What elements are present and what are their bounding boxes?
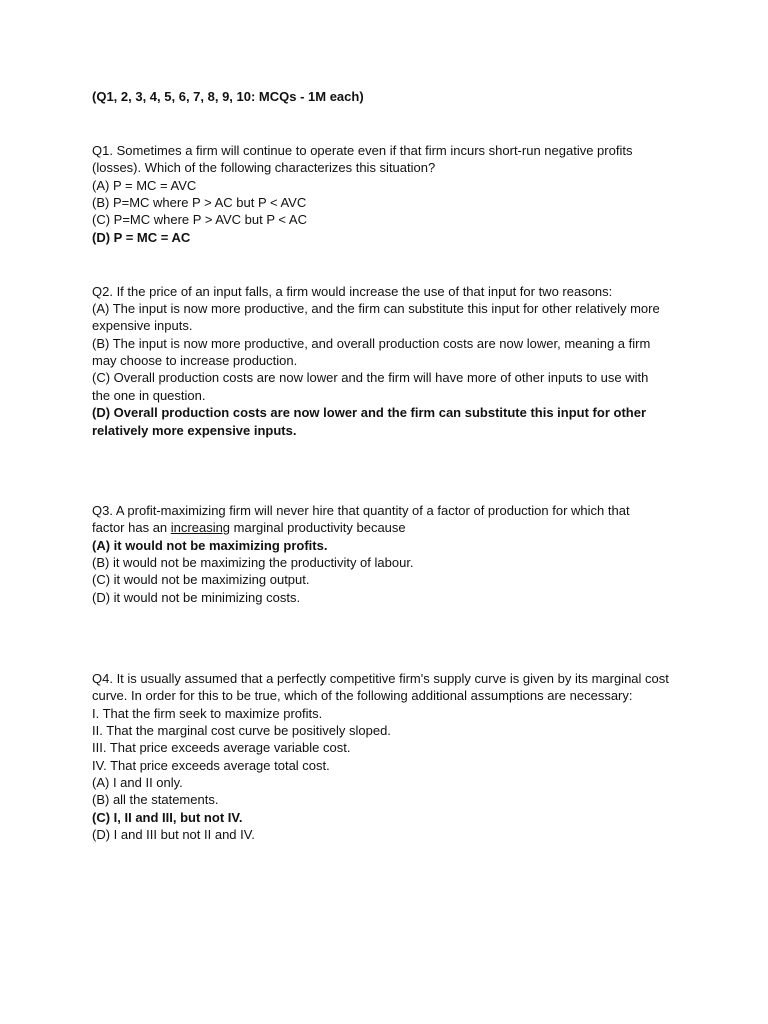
q1-stem-line-1: Q1. Sometimes a firm will continue to operate even if that firm incurs short-run negative profits [92,143,633,158]
q3-option-c: (C) it would not be maximizing output. [92,572,310,587]
q4-statement-2: II. That the marginal cost curve be positively sloped. [92,723,391,738]
q4-statement-3: III. That price exceeds average variable cost. [92,740,351,755]
q1-option-b: (B) P=MC where P > AC but P < AVC [92,195,307,210]
q4-statement-4: IV. That price exceeds average total cost. [92,758,330,773]
q3-option-a-answer: (A) it would not be maximizing profits. [92,538,328,553]
q3-stem-line-1: Q3. A profit-maximizing firm will never hire that quantity of a factor of production for which that [92,503,630,518]
q4-option-b: (B) all the statements. [92,792,219,807]
q4-stem-line-1: Q4. It is usually assumed that a perfectly competitive firm's supply curve is given by its marginal cost [92,671,669,686]
q2-option-b-line-2: may choose to increase production. [92,353,298,368]
q2-option-b-line-1: (B) The input is now more productive, and overall production costs are now lower, meaning a firm [92,336,651,351]
q2-option-d-answer-line-2: relatively more expensive inputs. [92,423,297,438]
q3-underlined-word: increasing [170,520,231,535]
q3-stem-line-2-start: factor has an [92,520,171,535]
q4-option-d: (D) I and III but not II and IV. [92,827,255,842]
q3-stem-line-2 [92,519,406,536]
q2-option-a-line-2: expensive inputs. [92,318,193,333]
q4-option-c-answer: (C) I, II and III, but not IV. [92,810,243,825]
q2-stem: Q2. If the price of an input falls, a firm would increase the use of that input for two reasons: [92,284,613,299]
q2-option-c-line-2: the one in question. [92,388,206,403]
q4-option-a: (A) I and II only. [92,775,183,790]
section-header: (Q1, 2, 3, 4, 5, 6, 7, 8, 9, 10: MCQs - 1M each) [92,89,364,104]
q2-option-d-answer-line-1: (D) Overall production costs are now lower and the firm can substitute this input for other [92,405,646,420]
q1-option-a: (A) P = MC = AVC [92,178,197,193]
q1-stem-line-2: (losses). Which of the following characterizes this situation? [92,160,436,175]
q3-option-d: (D) it would not be minimizing costs. [92,590,301,605]
q3-stem-line-2-end: marginal productivity because [230,520,406,535]
q1-option-d-answer: (D) P = MC = AC [92,230,191,245]
q2-option-a-line-1: (A) The input is now more productive, and the firm can substitute this input for other relatively more [92,301,660,316]
q3-option-b: (B) it would not be maximizing the productivity of labour. [92,555,414,570]
q2-option-c-line-1: (C) Overall production costs are now lower and the firm will have more of other inputs to use with [92,370,649,385]
q1-option-c: (C) P=MC where P > AVC but P < AC [92,212,307,227]
q4-stem-line-2: curve. In order for this to be true, which of the following additional assumptions are necessary: [92,688,633,703]
q4-statement-1: I. That the firm seek to maximize profits. [92,706,323,721]
